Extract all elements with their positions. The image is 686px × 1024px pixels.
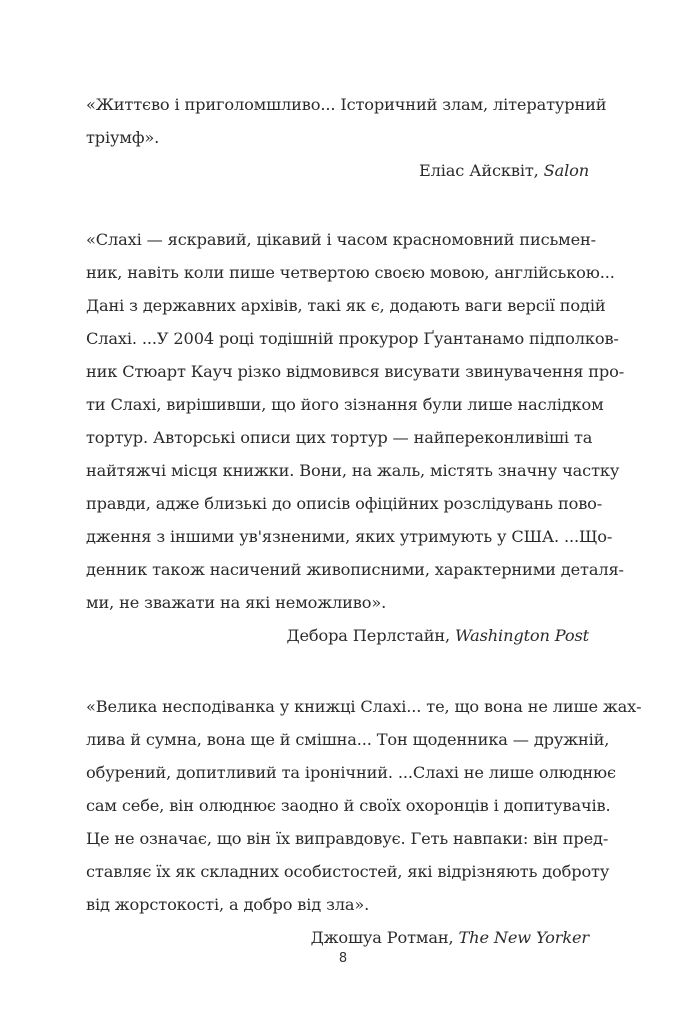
quote-line: ставляє їх як складних особистостей, які відрізняють доброту xyxy=(86,862,610,881)
attribution-author: Еліас Айсквіт, xyxy=(418,161,539,180)
quote-line: «Велика несподіванка у книжці Слахі... те, що вона не лише жах- xyxy=(86,697,642,716)
quote-line: Дані з державних архівів, такі як є, додають ваги версії подій xyxy=(86,296,606,315)
quote-line: Це не означає, що він їх виправдовує. Геть навпаки: він пред- xyxy=(86,829,609,848)
quote-line: денник також насичений живописними, характерними деталя- xyxy=(86,560,624,579)
quote-line: «Слахі — яскравий, цікавий і часом красномовний письмен- xyxy=(86,230,596,249)
quote-line: «Життєво і приголомшливо... Історичний злам, літературний xyxy=(86,95,607,114)
quote-attribution xyxy=(86,154,589,187)
attribution-author: Джошуа Ротман, xyxy=(310,928,454,947)
quote-line: дження з іншими ув'язненими, яких утримують у США. ...Що- xyxy=(86,527,613,546)
quote-text xyxy=(86,88,607,154)
quote-line: ми, не зважати на які неможливо». xyxy=(86,593,387,612)
quote-text xyxy=(86,223,625,619)
attribution-source: Salon xyxy=(543,161,589,180)
review-quote-3 xyxy=(86,690,642,954)
quote-line: лива й сумна, вона ще й смішна... Тон щоденника — дружній, xyxy=(86,730,610,749)
quote-line: ти Слахі, вирішивши, що його зізнання були лише наслідком xyxy=(86,395,604,414)
review-quote-2 xyxy=(86,223,625,652)
page-number: 8 xyxy=(338,951,348,966)
review-quote-1 xyxy=(86,88,607,187)
quote-line: ник Стюарт Кауч різко відмовився висувати звинувачення про- xyxy=(86,362,625,381)
quote-line: сам себе, він олюднює заодно й своїх охоронців і допитувачів. xyxy=(86,796,611,815)
quote-line: тортур. Авторські описи цих тортур — найпереконливіші та xyxy=(86,428,593,447)
attribution-source: Washington Post xyxy=(455,626,589,645)
quote-attribution xyxy=(86,921,589,954)
quote-text xyxy=(86,690,642,921)
quote-attribution xyxy=(86,619,589,652)
quote-line: від жорстокості, а добро від зла». xyxy=(86,895,370,914)
attribution-author: Дебора Перлстайн, xyxy=(286,626,451,645)
quote-line: найтяжчі місця книжки. Вони, на жаль, містять значну частку xyxy=(86,461,620,480)
attribution-source: The New Yorker xyxy=(458,928,589,947)
page-content xyxy=(86,88,642,990)
quote-line: ник, навіть коли пише четвертою своєю мовою, англійською... xyxy=(86,263,615,282)
quote-line: Слахі. ...У 2004 році тодішній прокурор Ґуантанамо підполков- xyxy=(86,329,619,348)
quote-line: обурений, допитливий та іронічний. ...Слахі не лише олюднює xyxy=(86,763,616,782)
quote-line: правди, адже близькі до описів офіційних розслідувань пово- xyxy=(86,494,603,513)
quote-line: тріумф». xyxy=(86,128,160,147)
